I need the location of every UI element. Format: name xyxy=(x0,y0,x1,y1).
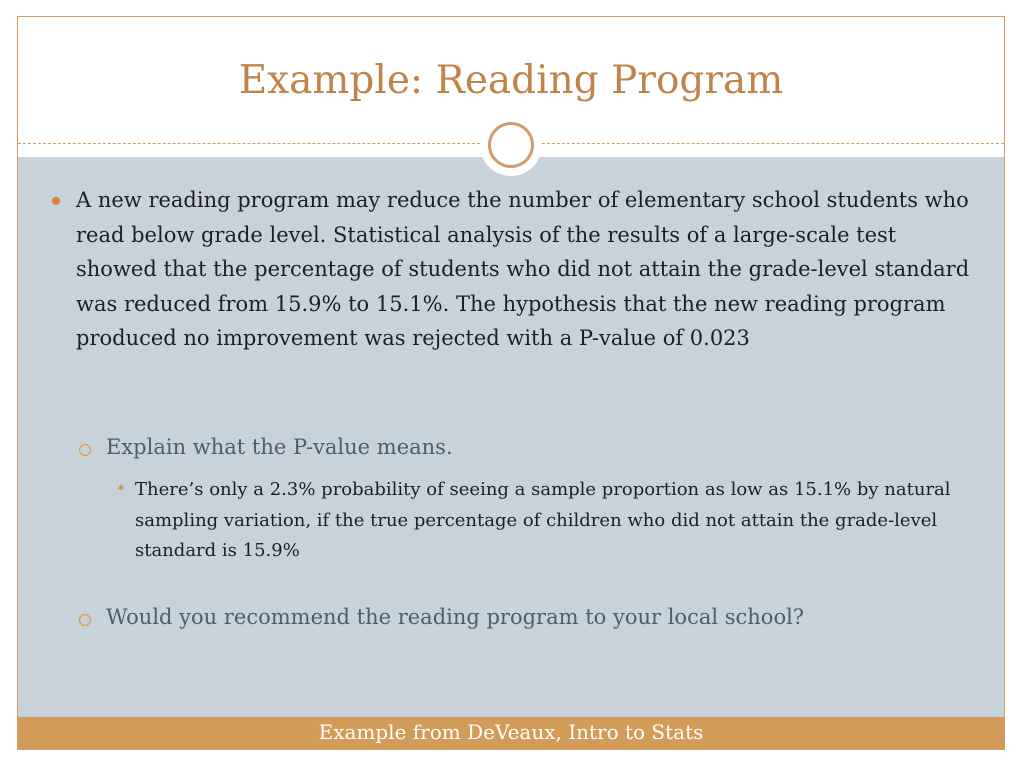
slide-title: Example: Reading Program xyxy=(238,58,784,103)
footer-bar: Example from DeVeaux, Intro to Stats xyxy=(18,717,1004,750)
ring-ornament-icon xyxy=(480,114,542,176)
ring-ornament-inner xyxy=(488,122,534,168)
hollow-circle-bullet-icon xyxy=(79,444,91,456)
answer-text: There’s only a 2.3% probability of seeing a sample proportion as low as 15.1% by natural sampling variation, if the true percentage of children who did not attain the grade-level standard is 15.9% xyxy=(135,479,951,561)
star-bullet-icon: ✶ xyxy=(116,481,127,495)
slide-frame xyxy=(17,16,1005,750)
hollow-circle-bullet-icon xyxy=(79,614,91,626)
filled-circle-bullet-icon xyxy=(52,197,60,205)
sub-bullet-question-2: Would you recommend the reading program to your local school? xyxy=(106,605,805,629)
sub-bullet-question-1: Explain what the P-value means. xyxy=(106,435,453,459)
main-bullet-text: A new reading program may reduce the number of elementary school students who read below grade level. Statistical analysis of the results of a large-scale test showed that the percentage of students who did not attain the grade-level standard was reduced from 15.9% to 15.1%. The hypothesis that the new reading program produced no improvement was rejected with a P-value of 0.023 xyxy=(76,188,970,350)
